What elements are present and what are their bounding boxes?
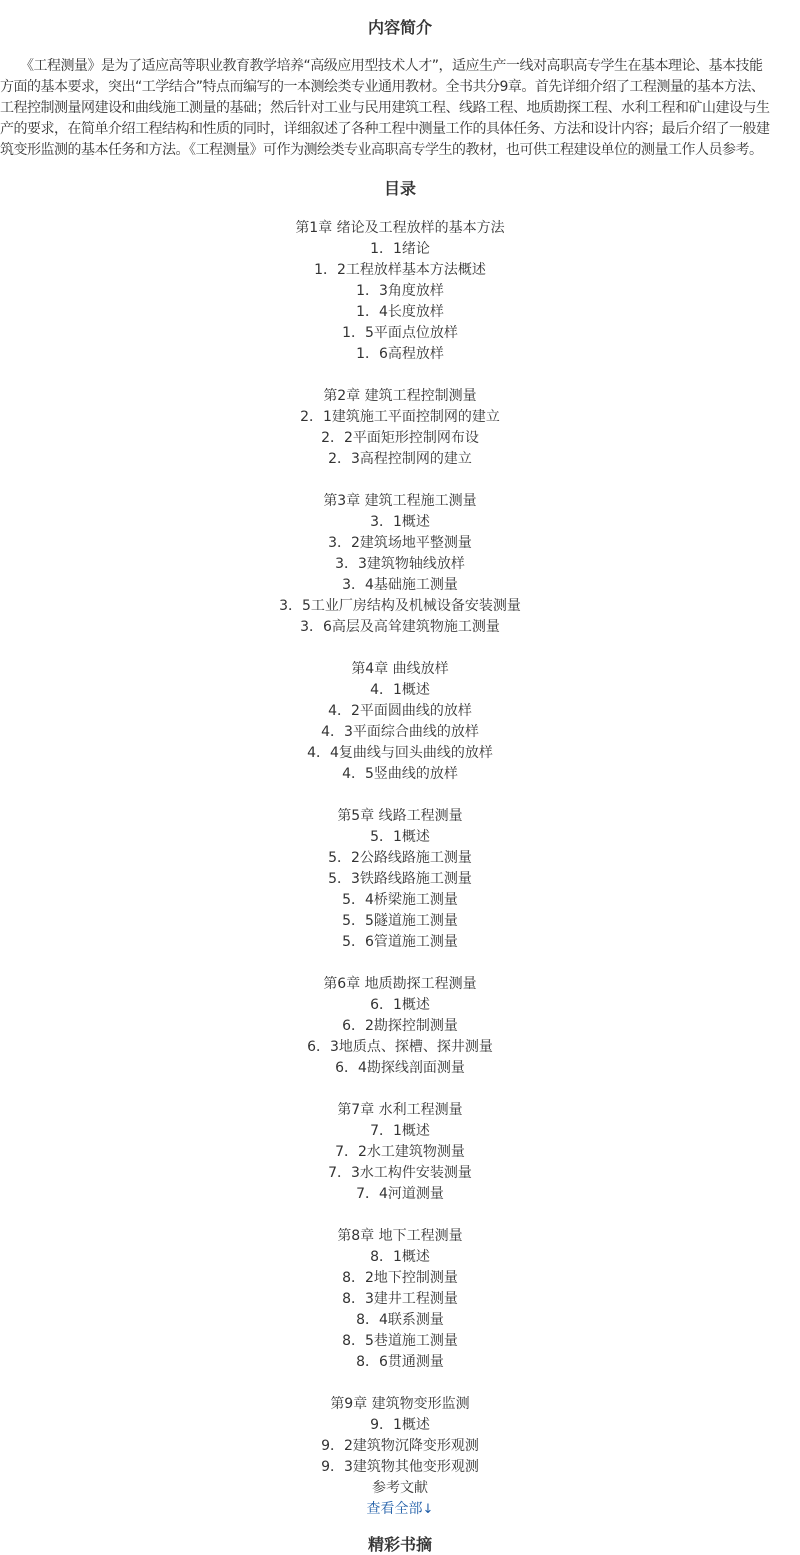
toc-chapter-heading: 第3章 建筑工程施工测量 <box>323 493 477 509</box>
toc-item: 6．4勘探线剖面测量 <box>335 1060 465 1076</box>
toc-item: 7．4河道测量 <box>356 1186 444 1202</box>
toc-item: 5．6管道施工测量 <box>342 934 458 950</box>
toc-item: 5．2公路线路施工测量 <box>328 850 472 866</box>
toc-item: 5．5隧道施工测量 <box>342 913 458 929</box>
excerpt-title: 精彩书摘 <box>367 1535 432 1554</box>
toc-chapter-heading: 第1章 绪论及工程放样的基本方法 <box>295 220 505 236</box>
toc-item: 1．1绪论 <box>370 241 430 257</box>
toc-item: 8．1概述 <box>370 1249 430 1265</box>
toc-chapter-heading: 第6章 地质勘探工程测量 <box>323 976 477 992</box>
toc-item: 6．2勘探控制测量 <box>342 1018 458 1034</box>
toc-chapter-heading: 第2章 建筑工程控制测量 <box>323 388 477 404</box>
toc-item: 3．6高层及高耸建筑物施工测量 <box>300 619 500 635</box>
toc-item: 8．6贯通测量 <box>356 1354 444 1370</box>
toc-item: 5．1概述 <box>370 829 430 845</box>
intro-line: 产的要求，在简单介绍工程结构和性质的同时，详细叙述了各种工程中测量工作的具体任务、方法和设计内容；最后介绍了一般建 <box>0 121 770 137</box>
toc-chapter-heading: 第9章 建筑物变形监测 <box>330 1396 470 1412</box>
toc-item: 4．5竖曲线的放样 <box>342 766 458 782</box>
view-all-row <box>0 1499 800 1520</box>
toc-item: 4．1概述 <box>370 682 430 698</box>
toc-chapter <box>0 218 800 365</box>
toc-item: 2．3高程控制网的建立 <box>328 451 472 467</box>
toc-item: 3．4基础施工测量 <box>342 577 458 593</box>
toc-item: 8．2地下控制测量 <box>342 1270 458 1286</box>
toc-chapter <box>0 806 800 953</box>
toc-item: 1．5平面点位放样 <box>342 325 458 341</box>
toc-item: 4．2平面圆曲线的放样 <box>328 703 472 719</box>
toc-chapter <box>0 659 800 785</box>
toc-item: 8．3建井工程测量 <box>342 1291 458 1307</box>
toc-chapter <box>0 386 800 470</box>
toc-item: 9．2建筑物沉降变形观测 <box>321 1438 479 1454</box>
arrow-down-icon: ↓ <box>422 1502 434 1517</box>
toc-chapter-heading: 第7章 水利工程测量 <box>337 1102 463 1118</box>
toc-item: 2．1建筑施工平面控制网的建立 <box>300 409 500 425</box>
toc-item: 1．4长度放样 <box>356 304 444 320</box>
toc-chapter <box>0 1226 800 1373</box>
toc-item: 5．3铁路线路施工测量 <box>328 871 472 887</box>
view-all-label: 查看全部 <box>366 1501 423 1517</box>
toc-item: 4．4复曲线与回头曲线的放样 <box>307 745 493 761</box>
toc-item: 5．4桥梁施工测量 <box>342 892 458 908</box>
intro-line: 《工程测量》是为了适应高等职业教育教学培养“高级应用型技术人才”，适应生产一线对高职高专学生在基本理论、基本技能 <box>0 58 763 74</box>
toc-chapter-heading: 第5章 线路工程测量 <box>337 808 463 824</box>
toc-item: 3．1概述 <box>370 514 430 530</box>
toc-item: 4．3平面综合曲线的放样 <box>321 724 479 740</box>
toc-item: 7．2水工建筑物测量 <box>335 1144 465 1160</box>
toc-item: 1．6高程放样 <box>356 346 444 362</box>
toc-chapter <box>0 1394 800 1520</box>
table-of-contents <box>0 218 800 1520</box>
view-all-link[interactable] <box>367 1499 434 1520</box>
toc-item: 1．2工程放样基本方法概述 <box>314 262 486 278</box>
intro-line: 方面的基本要求，突出“工学结合”特点而编写的一本测绘类专业通用教材。全书共分9章。首先详细介绍了工程测量的基本方法、 <box>0 79 765 95</box>
toc-item: 参考文献 <box>372 1480 428 1496</box>
toc-item: 1．3角度放样 <box>356 283 444 299</box>
toc-item: 8．5巷道施工测量 <box>342 1333 458 1349</box>
toc-chapter-heading: 第4章 曲线放样 <box>351 661 449 677</box>
intro-title: 内容简介 <box>367 18 432 37</box>
toc-item: 9．1概述 <box>370 1417 430 1433</box>
toc-item: 6．3地质点、探槽、探井测量 <box>307 1039 493 1055</box>
toc-item: 9．3建筑物其他变形观测 <box>321 1459 479 1475</box>
toc-chapter <box>0 974 800 1079</box>
toc-title: 目录 <box>383 179 416 198</box>
toc-item: 6．1概述 <box>370 997 430 1013</box>
toc-item: 3．5工业厂房结构及机械设备安装测量 <box>279 598 521 614</box>
toc-item: 2．2平面矩形控制网布设 <box>321 430 479 446</box>
toc-chapter <box>0 1100 800 1205</box>
intro-paragraph <box>0 56 800 161</box>
toc-item: 3．3建筑物轴线放样 <box>335 556 465 572</box>
toc-chapter-heading: 第8章 地下工程测量 <box>337 1228 463 1244</box>
intro-line: 工程控制测量网建设和曲线施工测量的基础；然后针对工业与民用建筑工程、线路工程、地质勘探工程、水利工程和矿山建设与生 <box>0 100 770 116</box>
toc-item: 7．1概述 <box>370 1123 430 1139</box>
toc-chapter <box>0 491 800 638</box>
toc-item: 8．4联系测量 <box>356 1312 444 1328</box>
toc-item: 3．2建筑场地平整测量 <box>328 535 472 551</box>
toc-item: 7．3水工构件安装测量 <box>328 1165 472 1181</box>
intro-line: 筑变形监测的基本任务和方法。《工程测量》可作为测绘类专业高职高专学生的教材，也可供工程建设单位的测量工作人员参考。 <box>0 142 763 158</box>
